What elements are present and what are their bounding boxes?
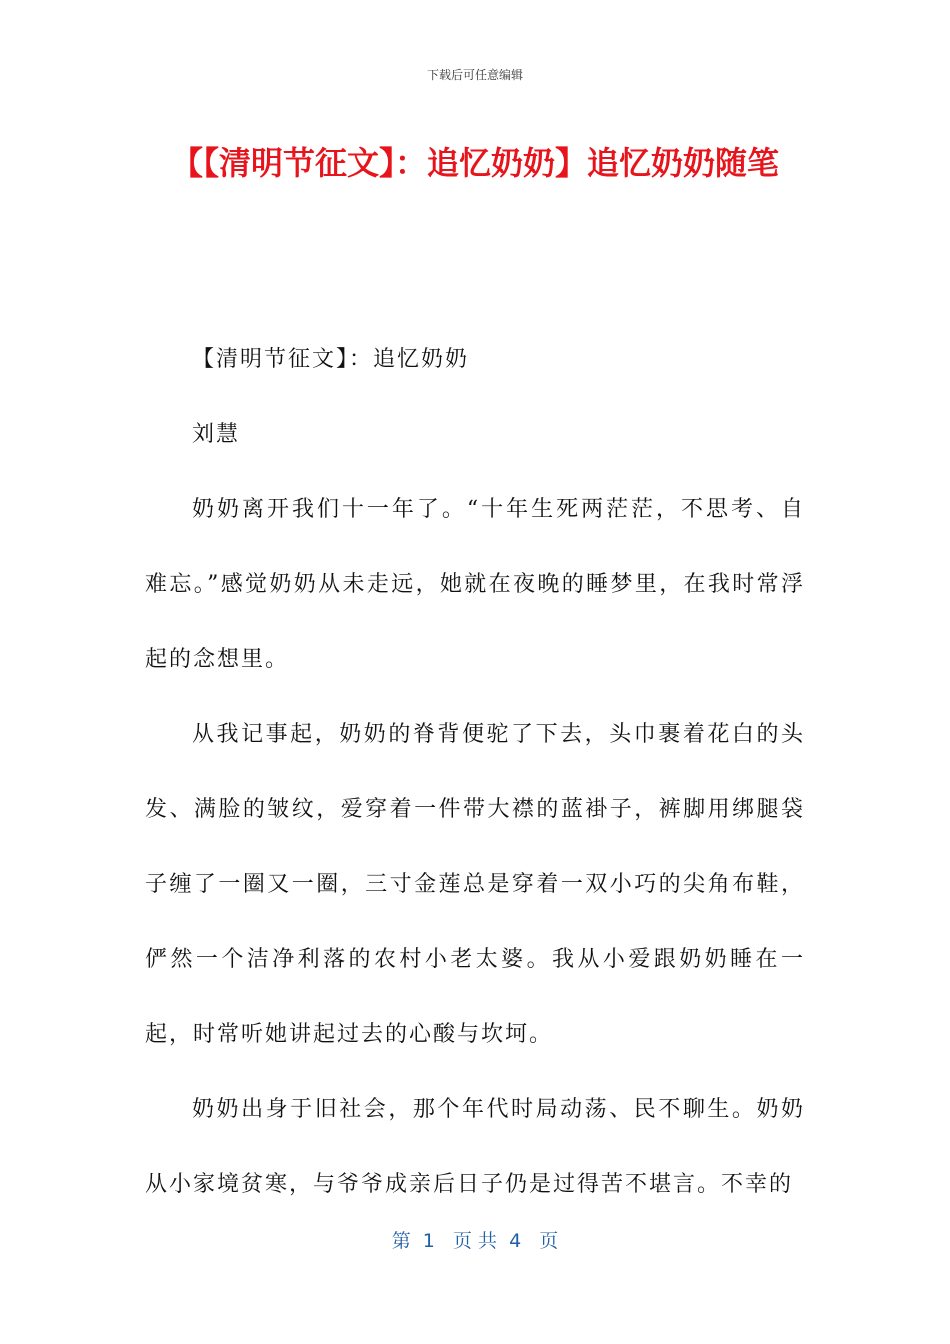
paragraph-author: 刘慧 [192, 422, 241, 447]
paragraph: 从我记事起，奶奶的脊背便驼了下去，头巾裹着花白的头发、满脸的皱纹，爱穿着一件带大襟的蓝褂子，裤脚用绑腿袋子缠了一圈又一圈，三寸金莲总是穿着一双小巧的尖角布鞋，俨然一个洁净利落的农村小老太婆。我从小爱跟奶奶睡在一起，时常听她讲起过去的心酸与坎坷。 [145, 722, 805, 1047]
paragraph: 奶奶出身于旧社会，那个年代时局动荡、民不聊生。奶奶从小家境贫寒，与爷爷成亲后日子仍是过得苦不堪言。不幸的 [145, 1097, 805, 1197]
paragraph: 奶奶离开我们十一年了。“十年生死两茫茫，不思考、自难忘。”感觉奶奶从未走远，她就在夜晚的睡梦里，在我时常浮起的念想里。 [145, 497, 805, 672]
document-title: 【【清明节征文】：追忆奶奶】追忆奶奶随笔 [170, 144, 779, 182]
header-note: 下载后可任意编辑 [426, 68, 523, 82]
paragraph-heading: 【清明节征文】：追忆奶奶 [192, 347, 470, 372]
page-number-footer: 第 1 页 共 4 页 [391, 1230, 559, 1252]
article-body [145, 322, 805, 1222]
